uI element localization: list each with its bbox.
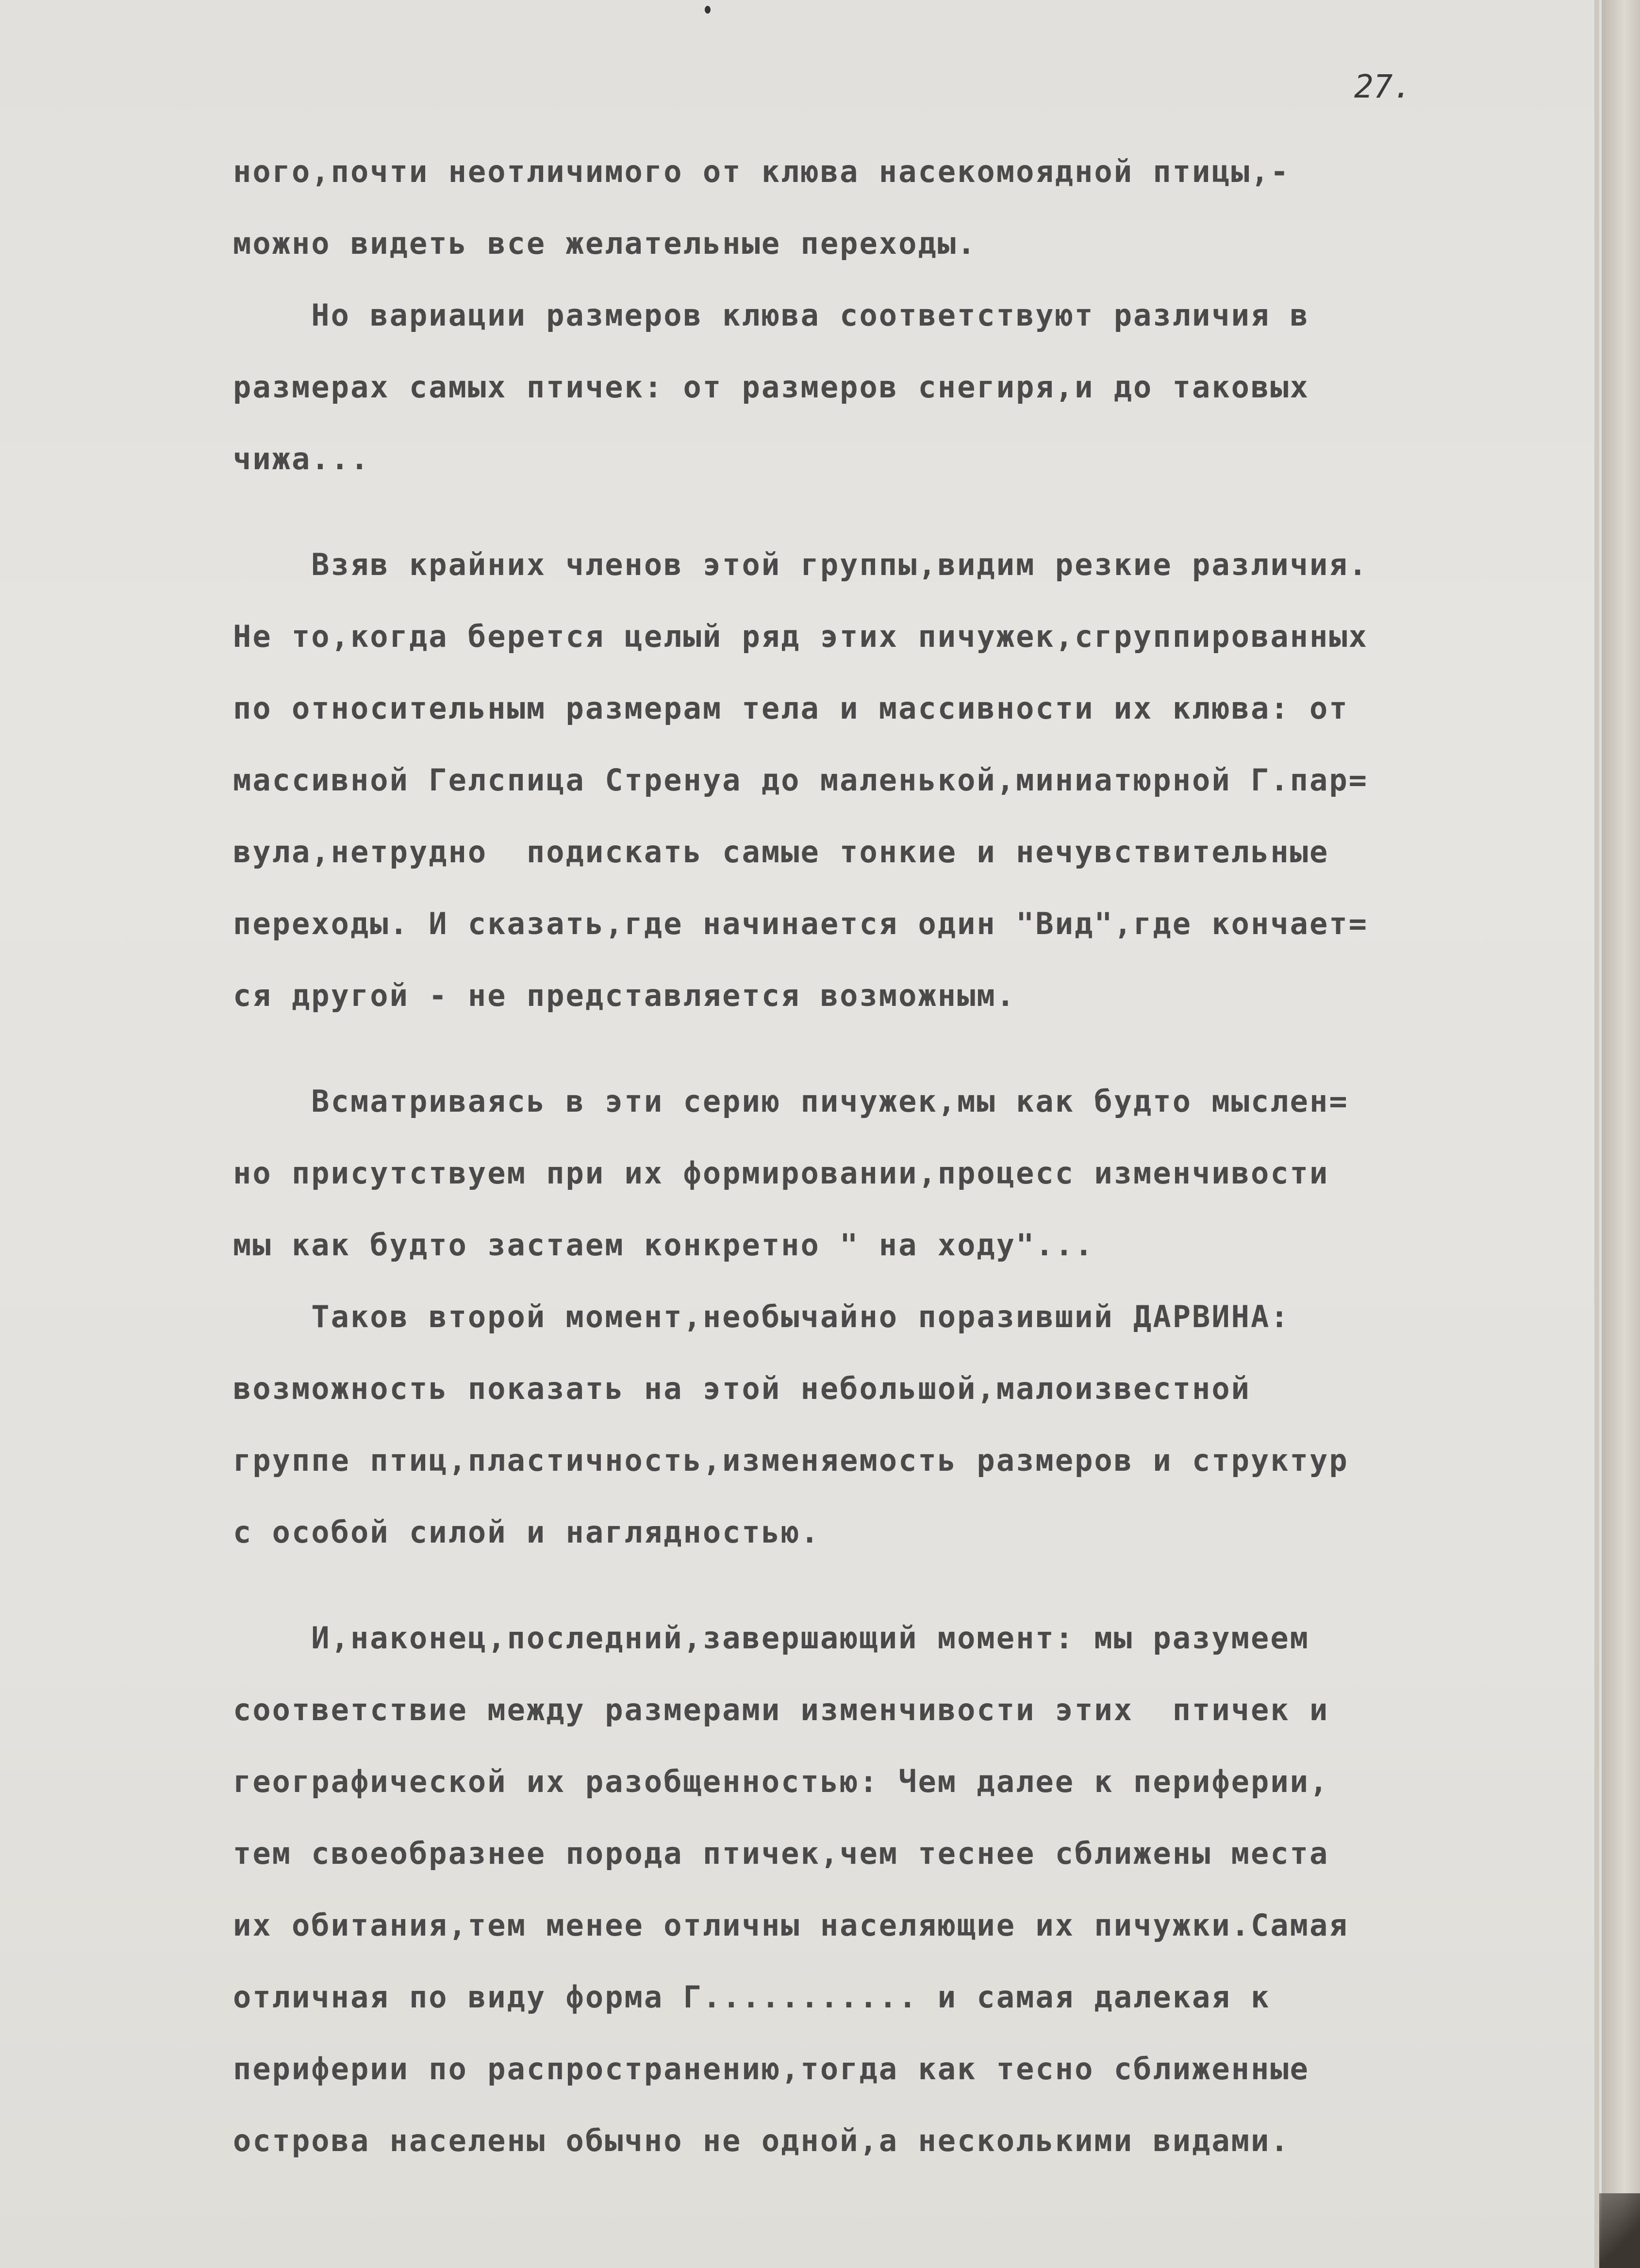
paragraph: [233, 1066, 1553, 1281]
text-line: Таков второй момент,необычайно поразивший ДАРВИНА:: [233, 1299, 1290, 1334]
text-line: можно видеть все желательные переходы.: [233, 226, 977, 261]
text-line: чижа...: [233, 441, 370, 477]
text-line: отличная по виду форма Г........... и самая далекая к: [233, 1979, 1271, 2015]
text-line: но присутствуем при их формировании,процесс изменчивости: [233, 1155, 1329, 1191]
text-line: периферии по распространению,тогда как тесно сближенные: [233, 2051, 1309, 2087]
text-line: размерах самых птичек: от размеров снегиря,и до таковых: [233, 369, 1309, 405]
paragraph: [233, 136, 1553, 279]
text-line: их обитания,тем менее отличны населяющие их пичужки.Самая: [233, 1907, 1349, 1943]
text-line: ного,почти неотличимого от клюва насекомоядной птицы,-: [233, 154, 1290, 189]
text-line: Но вариации размеров клюва соответствуют различия в: [233, 297, 1309, 333]
text-line: Всматриваясь в эти серию пичужек,мы как будто мыслен=: [233, 1084, 1349, 1119]
text-line: соответствие между размерами изменчивости этих птичек и: [233, 1692, 1329, 1727]
text-line: массивной Гелспица Стренуа до маленькой,миниатюрной Г.пар=: [233, 762, 1368, 798]
text-line: мы как будто застаем конкретно " на ходу"...: [233, 1227, 1094, 1263]
text-line: тем своеобразнее порода птичек,чем теснее сближены места: [233, 1836, 1329, 1871]
paragraph: [233, 1602, 1553, 2177]
underlying-page-edge: [1602, 0, 1640, 2268]
page-edge: [1594, 0, 1599, 2268]
paragraph-gap: [233, 1032, 1553, 1066]
text-line: вула,нетрудно подискать самые тонкие и нечувствительные: [233, 834, 1329, 870]
text-line: Взяв крайних членов этой группы,видим резкие различия.: [233, 547, 1368, 582]
page-number: 27.: [1354, 68, 1412, 105]
text-line: ся другой - не представляется возможным.: [233, 978, 1016, 1013]
paragraph: [233, 279, 1553, 495]
text-line: И,наконец,последний,завершающий момент: мы разумеем: [233, 1620, 1309, 1656]
ink-mark: [705, 6, 711, 14]
paragraph-gap: [233, 1568, 1553, 1602]
text-line: Не то,когда берется целый ряд этих пичужек,сгруппированных: [233, 619, 1368, 654]
text-line: острова населены обычно не одной,а несколькими видами.: [233, 2123, 1290, 2158]
paragraph: [233, 529, 1553, 1032]
text-line: по относительным размерам тела и массивности их клюва: от: [233, 690, 1349, 726]
text-line: группе птиц,пластичность,изменяемость размеров и структур: [233, 1443, 1349, 1478]
text-line: с особой силой и наглядностью.: [233, 1514, 820, 1550]
paragraph: [233, 1281, 1553, 1568]
page-body: [233, 136, 1553, 2177]
text-line: возможность показать на этой небольшой,малоизвестной: [233, 1371, 1251, 1406]
text-line: географической их разобщенностью: Чем далее к периферии,: [233, 1764, 1329, 1799]
paragraph-gap: [233, 495, 1553, 529]
text-line: переходы. И сказать,где начинается один "Вид",где кончает=: [233, 906, 1368, 941]
